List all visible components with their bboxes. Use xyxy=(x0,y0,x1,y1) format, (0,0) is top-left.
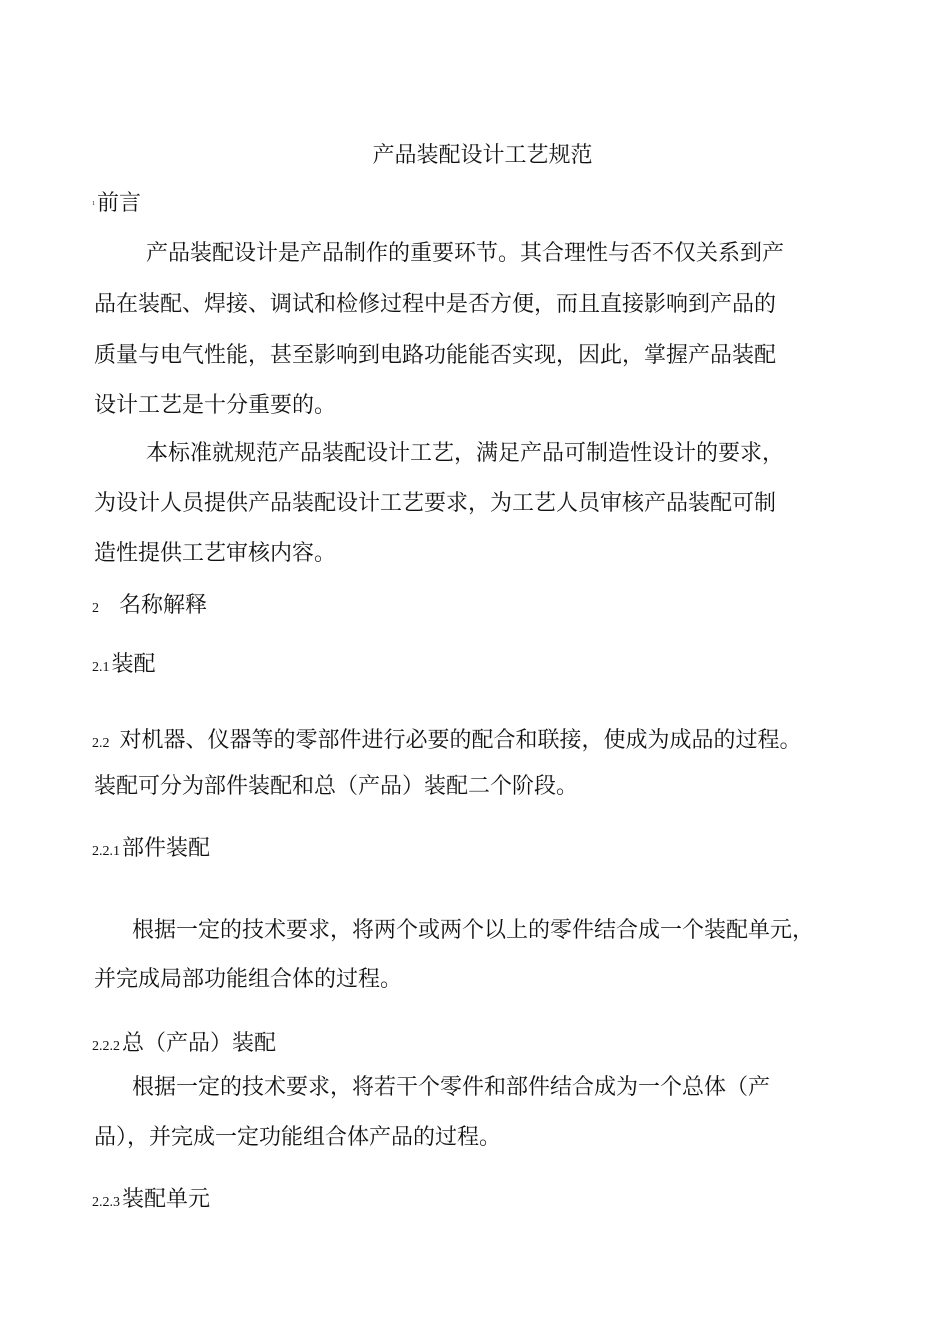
section-title: 前言 xyxy=(97,191,142,216)
subsection-heading-component-assembly xyxy=(92,831,210,862)
paragraph-text: 对机器、仪器等的零部件进行必要的配合和联接，使成为成品的过程。 xyxy=(119,728,802,753)
paragraph-line: 品），并完成一定功能组合体产品的过程。 xyxy=(94,1125,502,1150)
section-number: 2.2.2 xyxy=(92,1039,120,1054)
section-number: 2 xyxy=(92,601,99,616)
section-number: 2.2.3 xyxy=(92,1195,120,1210)
section-number: 2.2 xyxy=(92,736,110,751)
paragraph-line: 造性提供工艺审核内容。 xyxy=(94,541,337,566)
paragraph-line: 装配可分为部件装配和总（产品）装配二个阶段。 xyxy=(94,774,579,799)
paragraph-line: 品在装配、焊接、调试和检修过程中是否方便，而且直接影响到产品的 xyxy=(94,292,777,317)
paragraph-line: 根据一定的技术要求，将两个或两个以上的零件结合成一个装配单元， xyxy=(132,918,815,943)
section-title: 装配 xyxy=(111,652,156,677)
paragraph-line: 质量与电气性能，甚至影响到电路功能能否实现，因此，掌握产品装配 xyxy=(94,343,777,368)
subsection-heading-assembly xyxy=(92,647,156,678)
paragraph-line: 为设计人员提供产品装配设计工艺要求，为工艺人员审核产品装配可制 xyxy=(94,491,777,516)
section-number: 2.2.1 xyxy=(92,844,120,859)
section-title: 装配单元 xyxy=(122,1187,211,1212)
section-number: 2.1 xyxy=(92,660,110,675)
section-heading-terms xyxy=(92,588,207,619)
paragraph-line: 产品装配设计是产品制作的重要环节。其合理性与否不仅关系到产 xyxy=(146,241,785,266)
paragraph-line: 本标准就规范产品装配设计工艺，满足产品可制造性设计的要求， xyxy=(146,441,785,466)
paragraph-line: 并完成局部功能组合体的过程。 xyxy=(94,967,403,992)
section-number: 1 xyxy=(92,201,95,207)
section-title: 总（产品）装配 xyxy=(122,1031,277,1056)
section-heading-preface xyxy=(92,186,141,217)
document-title: 产品装配设计工艺规范 xyxy=(372,143,593,168)
subsection-heading-assembly-unit xyxy=(92,1182,210,1213)
paragraph-line: 设计工艺是十分重要的。 xyxy=(94,393,337,418)
section-title: 名称解释 xyxy=(119,593,208,618)
section-title: 部件装配 xyxy=(122,836,211,861)
subsection-heading-final-assembly xyxy=(92,1026,276,1057)
paragraph-line: 根据一定的技术要求，将若干个零件和部件结合成为一个总体（产 xyxy=(132,1075,771,1100)
subsection-2-2-line1 xyxy=(92,723,802,754)
